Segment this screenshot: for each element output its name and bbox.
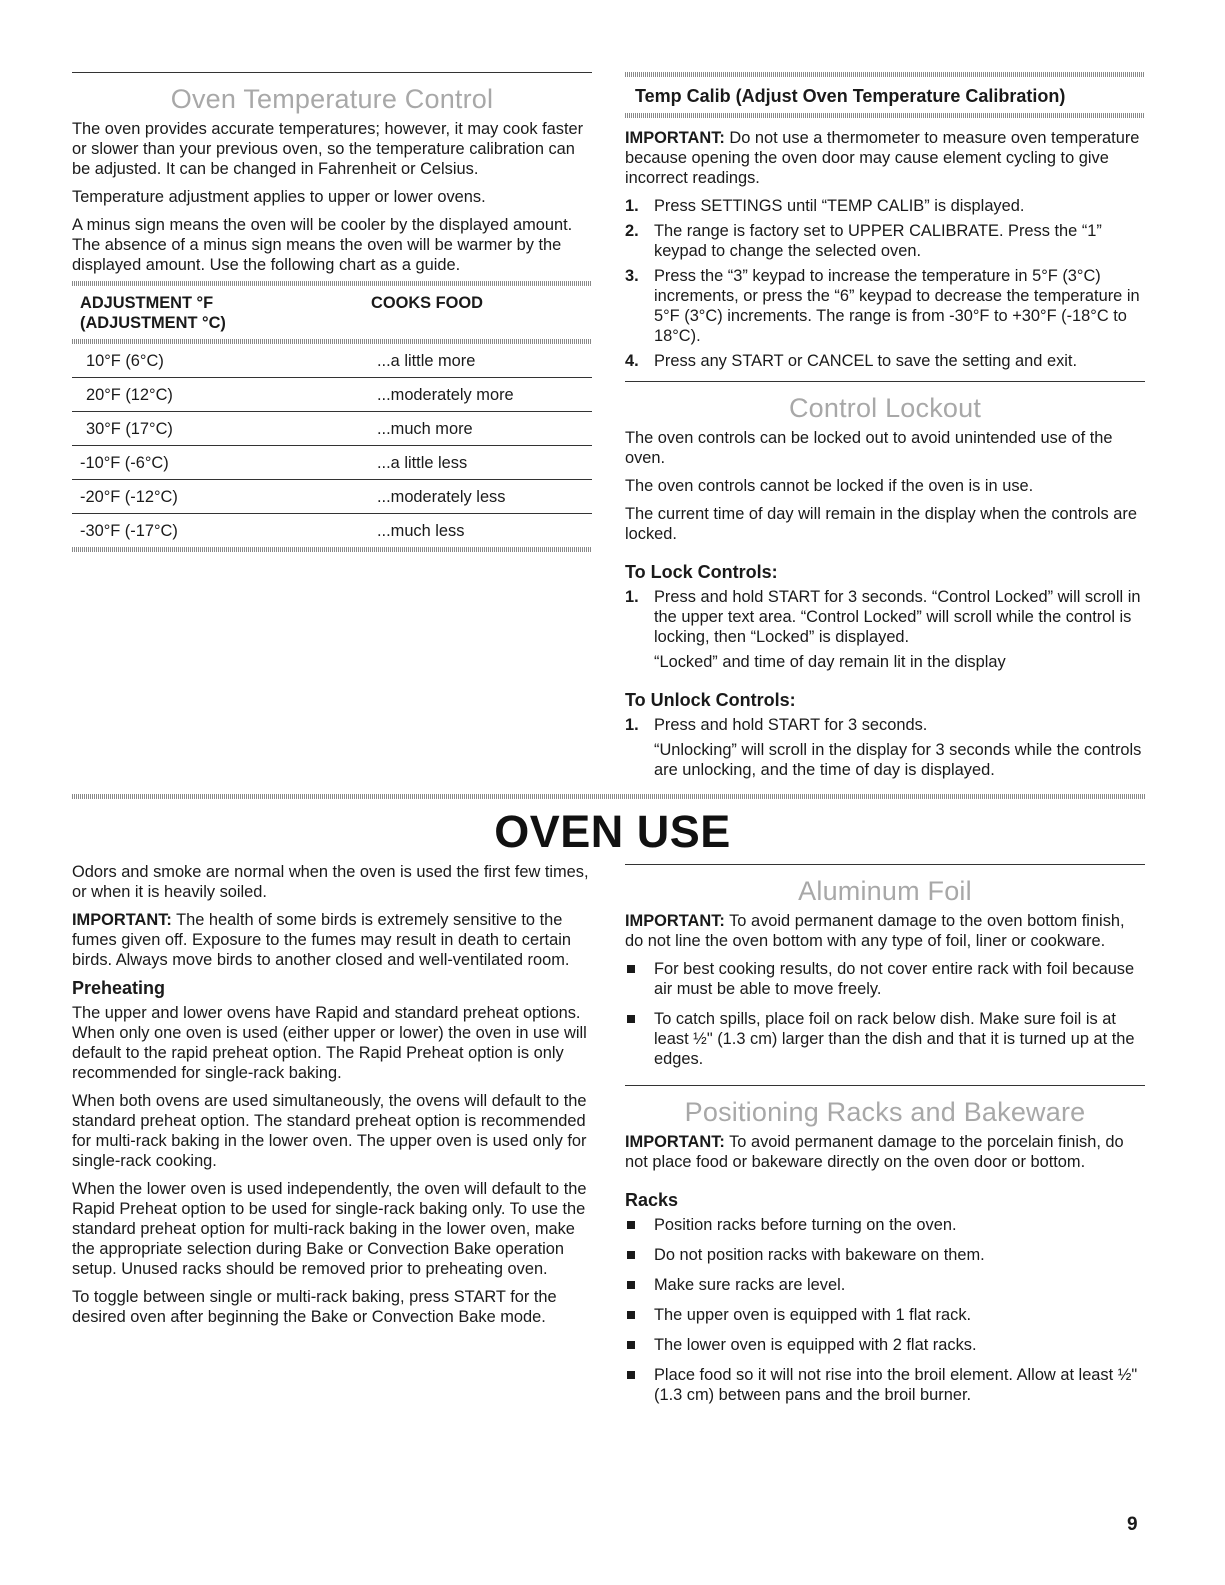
list-item: Do not position racks with bakeware on them.	[625, 1245, 1145, 1265]
step-continuation: “Locked” and time of day remain lit in the display	[654, 653, 1006, 671]
page-number: 9	[1127, 1514, 1138, 1535]
list-item: The lower oven is equipped with 2 flat racks.	[625, 1335, 1145, 1355]
calibration-steps	[625, 196, 1145, 371]
paragraph: When both ovens are used simultaneously, the ovens will default to the standard preheat option. The standard preheat option is recommended for multi-rack baking in the lower oven. The upper oven is used only for single-rack cooking.	[72, 1092, 587, 1170]
important-note	[72, 910, 592, 970]
list-item: 2. The range is factory set to UPPER CALIBRATE. Press the “1” keypad to change the selected oven.	[625, 222, 1102, 260]
list-item: For best cooking results, do not cover entire rack with foil because air must be able to move freely.	[625, 959, 1145, 999]
foil-bullets	[625, 959, 1145, 1069]
table-row	[72, 344, 592, 378]
list-item: 1. Press and hold START for 3 seconds.	[625, 716, 928, 734]
section-divider	[625, 864, 1145, 865]
table-cell: -10°F (-6°C)	[72, 446, 375, 480]
section-divider	[625, 1085, 1145, 1086]
oven-temperature-control-section	[72, 72, 592, 552]
subheading-preheating: Preheating	[72, 978, 166, 998]
list-item: 1. Press and hold START for 3 seconds. “Control Locked” will scroll in the upper text area. “Control Locked” will scroll while the control is locking, then “Locked” is displayed.	[625, 588, 1141, 646]
table-row	[72, 514, 592, 548]
table-top-border	[72, 281, 592, 286]
list-item: The upper oven is equipped with 1 flat rack.	[625, 1305, 1145, 1325]
table-header-row	[72, 290, 592, 339]
table-bottom-border	[72, 547, 592, 552]
important-text: Do not use a thermometer to measure oven temperature because opening the oven door may cause element cycling to give incorrect readings.	[625, 129, 1140, 187]
oven-use-section	[72, 862, 592, 1335]
section-divider	[625, 381, 1145, 382]
list-item: To catch spills, place foil on rack below dish. Make sure foil is at least ½" (1.3 cm) larger than the dish and that it is turned up at the edges.	[625, 1009, 1145, 1069]
subheading-racks: Racks	[625, 1190, 679, 1210]
bullet-square-icon	[627, 1341, 635, 1349]
subheading-lock: To Lock Controls:	[625, 562, 778, 582]
table-cell: ...moderately more	[375, 378, 592, 412]
unlock-steps	[625, 715, 1145, 735]
list-item: 3. Press the “3” keypad to increase the temperature in 5°F (3°C) increments, or press the “6” keypad to decrease the temperature in 5°F (3°C) increments. The range is from -30°F to +30°F (-18°C to 18°C).	[625, 267, 1140, 345]
important-text: To avoid permanent damage to the oven bottom finish, do not line the oven bottom with any type of foil, liner or cookware.	[625, 912, 1125, 950]
bullet-square-icon	[627, 1311, 635, 1319]
bullet-square-icon	[627, 1371, 635, 1379]
section-divider	[72, 72, 592, 73]
section-title: Positioning Racks and Bakeware	[684, 1097, 1086, 1127]
important-text: The health of some birds is extremely sensitive to the fumes given off. Exposure to the fumes may result in death to certain birds. Always move birds to another closed and well-ventilated room.	[72, 911, 571, 969]
table-row	[72, 446, 592, 480]
subsection-divider	[625, 72, 1145, 77]
table-row	[72, 480, 592, 514]
paragraph: Odors and smoke are normal when the oven is used the first few times, or when it is heavily soiled.	[72, 863, 589, 901]
paragraph: Temperature adjustment applies to upper or lower ovens.	[72, 188, 486, 206]
paragraph: A minus sign means the oven will be cooler by the displayed amount. The absence of a minus sign means the oven will be warmer by the displayed amount. Use the following chart as a guide.	[72, 216, 573, 274]
important-label: IMPORTANT:	[72, 911, 172, 929]
bullet-square-icon	[627, 1251, 635, 1259]
temp-calib-section	[625, 72, 1145, 786]
list-item: 4. Press any START or CANCEL to save the setting and exit.	[625, 352, 1078, 370]
paragraph: The upper and lower ovens have Rapid and standard preheat options. When only one oven is used (either upper or lower) the oven in use will default to the rapid preheat option. The Rapid Preheat option is only recommended for single-rack baking.	[72, 1004, 587, 1082]
important-text: To avoid permanent damage to the porcelain finish, do not place food or bakeware directly on the oven door or bottom.	[625, 1133, 1124, 1171]
important-note	[625, 128, 1145, 188]
bullet-square-icon	[627, 1221, 635, 1229]
bullet-square-icon	[627, 965, 635, 973]
adjustment-table-body	[72, 344, 592, 547]
section-title: Control Lockout	[788, 393, 982, 423]
adjustment-table	[72, 290, 592, 339]
important-label: IMPORTANT:	[625, 1133, 725, 1151]
table-header-cooks-food: COOKS FOOD	[371, 294, 484, 312]
chapter-title: OVEN USE	[494, 806, 731, 857]
rack-bullets	[625, 1215, 1145, 1405]
table-cell: ...moderately less	[375, 480, 592, 514]
table-cell: ...much more	[375, 412, 592, 446]
section-title: Aluminum Foil	[798, 876, 972, 906]
table-cell: 10°F (6°C)	[72, 344, 375, 378]
table-row	[72, 412, 592, 446]
subsection-title: Temp Calib (Adjust Oven Temperature Calibration)	[635, 86, 1066, 106]
important-label: IMPORTANT:	[625, 912, 725, 930]
subheading-unlock: To Unlock Controls:	[625, 690, 796, 710]
bullet-square-icon	[627, 1281, 635, 1289]
aluminum-foil-section	[625, 864, 1145, 1415]
paragraph: To toggle between single or multi-rack baking, press START for the desired oven after beginning the Bake or Convection Bake mode.	[72, 1288, 557, 1326]
paragraph: When the lower oven is used independently, the oven will default to the Rapid Preheat option to be used for single-rack baking only. To use the standard preheat option for multi-rack baking in the lower oven, make the appropriate selection during Bake or Convection Bake operation setup. Unused racks should be removed prior to preheating oven.	[72, 1180, 587, 1278]
paragraph: The oven controls can be locked out to avoid unintended use of the oven.	[625, 429, 1113, 467]
list-item: Place food so it will not rise into the broil element. Allow at least ½" (1.3 cm) between pans and the broil burner.	[625, 1365, 1145, 1405]
table-cell: ...a little less	[375, 446, 592, 480]
subsection-divider	[625, 113, 1145, 118]
table-cell: -30°F (-17°C)	[80, 521, 178, 540]
paragraph: The oven provides accurate temperatures; however, it may cook faster or slower than your previous oven, so the temperature calibration can be adjusted. It can be changed in Fahrenheit or Celsius.	[72, 120, 584, 178]
section-title: Oven Temperature Control	[170, 84, 494, 114]
table-cell: -20°F (-12°C)	[72, 480, 375, 514]
table-row	[72, 378, 592, 412]
paragraph: The current time of day will remain in the display when the controls are locked.	[625, 505, 1137, 543]
lock-steps	[625, 587, 1145, 647]
table-cell: ...a little more	[375, 344, 592, 378]
bullet-square-icon	[627, 1015, 635, 1023]
page-divider	[72, 794, 1145, 799]
list-item: 1. Press SETTINGS until “TEMP CALIB” is displayed.	[625, 197, 1025, 215]
table-cell: 30°F (17°C)	[72, 412, 375, 446]
table-cell: ...much less	[377, 521, 465, 540]
table-header-adjustment: ADJUSTMENT °F (ADJUSTMENT °C)	[80, 294, 226, 332]
step-continuation: “Unlocking” will scroll in the display for 3 seconds while the controls are unlocking, and the time of day is displayed.	[654, 741, 1142, 779]
paragraph: The oven controls cannot be locked if the oven is in use.	[625, 477, 1034, 495]
important-note	[625, 1132, 1145, 1172]
important-note	[625, 911, 1145, 951]
table-cell: 20°F (12°C)	[72, 378, 375, 412]
important-label: IMPORTANT:	[625, 129, 725, 147]
list-item: Make sure racks are level.	[625, 1275, 1145, 1295]
list-item: Position racks before turning on the oven.	[625, 1215, 1145, 1235]
